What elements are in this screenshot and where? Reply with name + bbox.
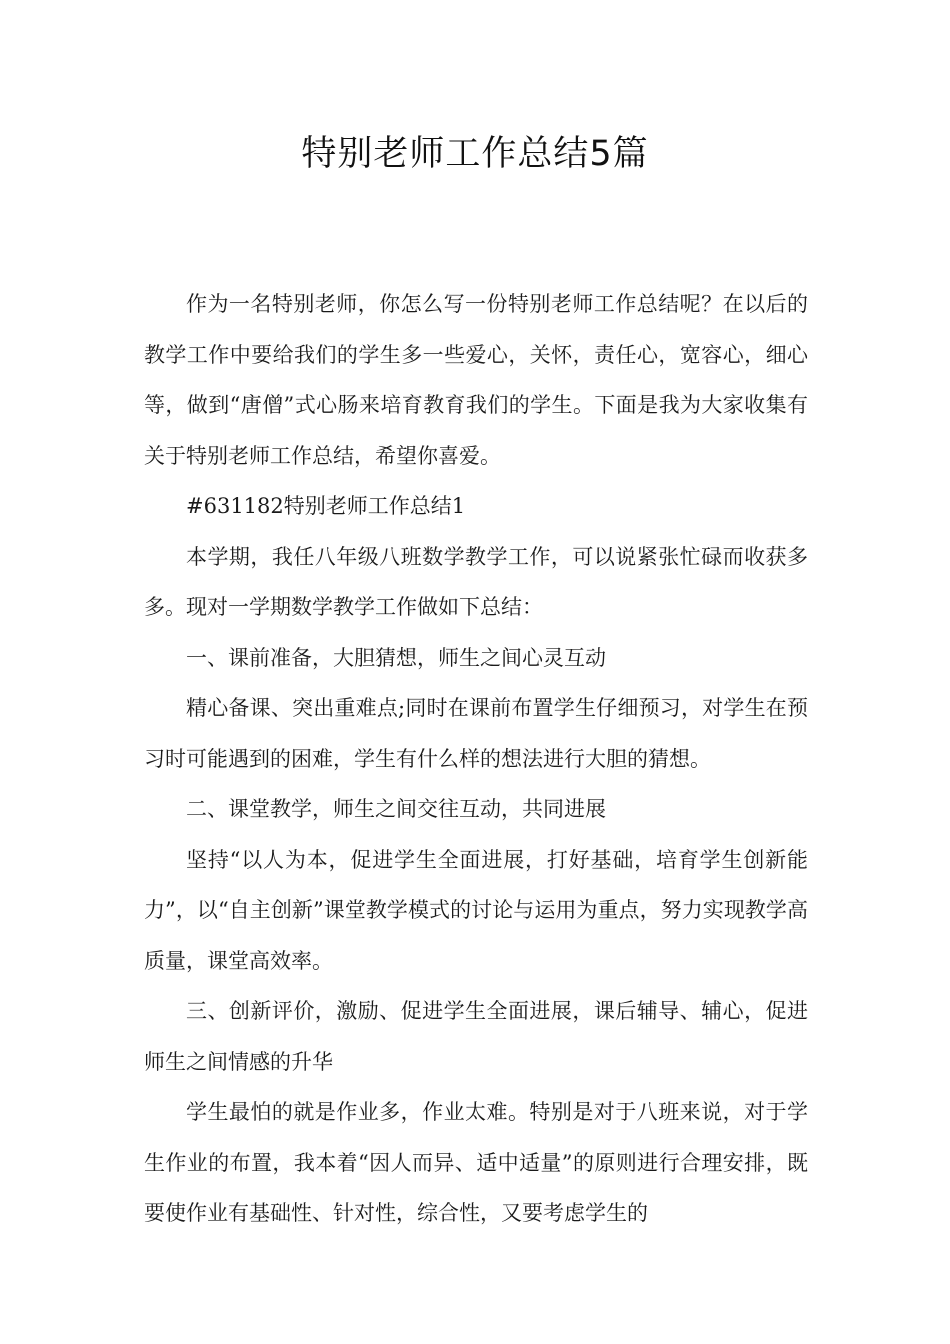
paragraph-intro: 作为一名特别老师，你怎么写一份特别老师工作总结呢？在以后的教学工作中要给我们的学生多一些爱心，关怀，责任心，宽容心，细心等，做到“唐僧”式心肠来培育教育我们的学生。下面是我为大家收集有关于特别老师工作总结，希望你喜爱。 [144,292,808,468]
document-title: 特别老师工作总结5篇 [301,134,649,174]
section-heading: #631182特别老师工作总结1 [186,494,466,518]
subheading: 一、课前准备，大胆猜想，师生之间心灵互动 [186,645,606,670]
paragraph: 本学期，我任八年级八班数学教学工作，可以说紧张忙碌而收获多多。现对一学期数学教学工作做如下总结： [144,544,808,619]
subheading: 二、课堂教学，师生之间交往互动，共同进展 [186,797,606,821]
paragraph: 坚持“以人为本，促进学生全面进展，打好基础，培育学生创新能力”，以“自主创新”课堂教学模式的讨论与运用为重点，努力实现教学高质量，课堂高效率。 [144,847,808,973]
paragraph: 学生最怕的就是作业多，作业太难。特别是对于八班来说，对于学生作业的布置，我本着“因人而异、适中适量”的原则进行合理安排，既要使作业有基础性、针对性，综合性，又要考虑学生的 [144,1100,808,1225]
subheading: 三、创新评价，激励、促进学生全面进展，课后辅导、辅心，促进师生之间情感的升华 [144,999,808,1074]
document-body [144,279,808,1239]
paragraph: 精心备课、突出重难点;同时在课前布置学生仔细预习，对学生在预习时可能遇到的困难，学生有什么样的想法进行大胆的猜想。 [144,696,808,771]
